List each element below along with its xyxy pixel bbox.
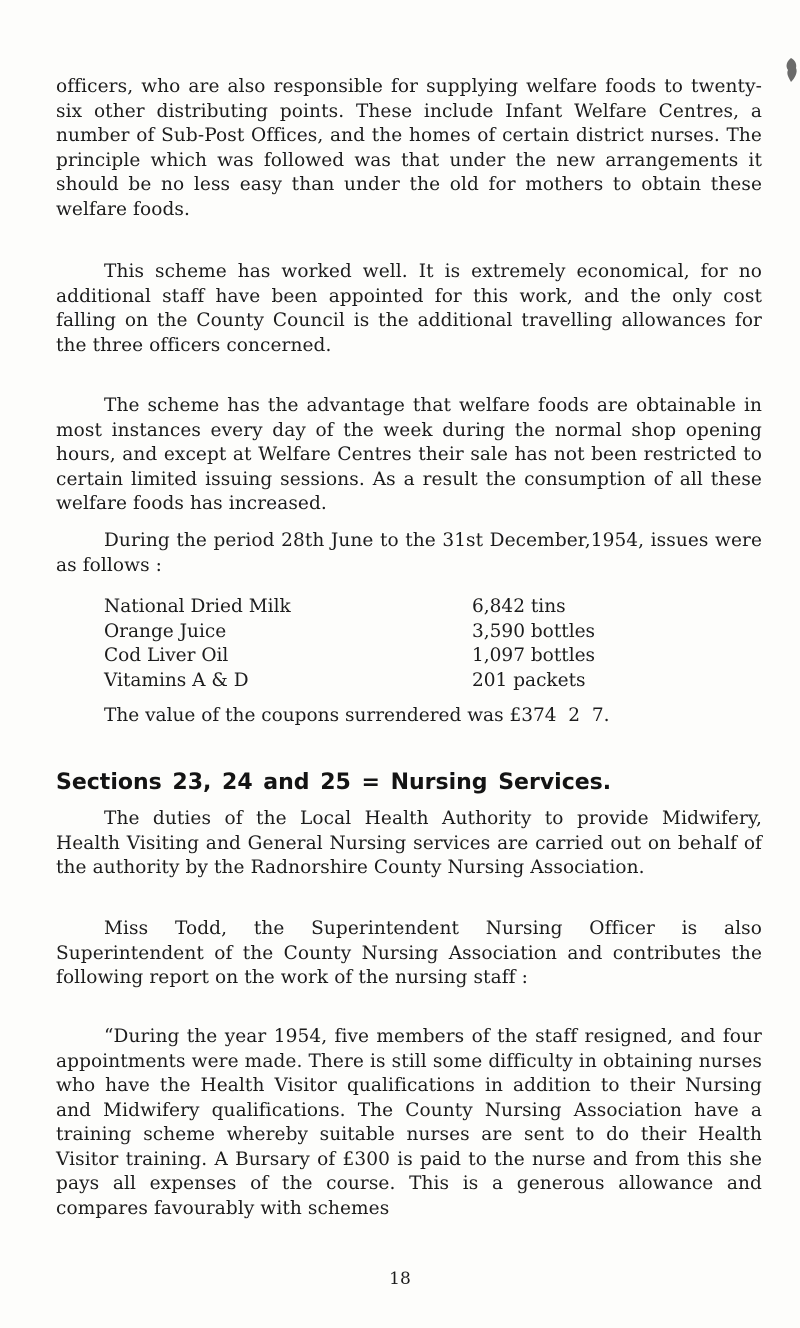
list-item: [104, 644, 716, 669]
paragraph-issues-intro: [56, 529, 762, 578]
list-item: [104, 669, 716, 694]
paragraph-text: The duties of the Local Health Authority to provide Midwifery, Health Visiting and General Nursing services are carried out on behalf of the authority by the Radnorshire County Nursing Association.: [56, 808, 762, 878]
paragraph-text: Miss Todd, the Superintendent Nursing Officer is also Superintendent of the County Nursing Association and contributes the following report on the work of the nursing staff :: [56, 918, 762, 988]
issue-item-quantity: 3,590 bottles: [472, 620, 596, 642]
ink-blot-mark: [783, 56, 799, 84]
page-number: 18: [389, 1269, 411, 1289]
paragraph-text: “During the year 1954, five members of the staff resigned, and four appointments were made. There is still some difficulty in obtaining nurses who have the Health Visitor qualifications in addition to their Nursing and Midwifery qualifications. The County Nursing Association have a training scheme whereby suitable nurses are sent to do their Health Visitor training. A Bursary of £300 is paid to the nurse and from this she pays all expenses of the course. This is a generous allowance and compares favourably with schemes: [56, 1026, 762, 1219]
paragraph-nursing-report-quote: [56, 1025, 762, 1221]
issue-item-name: Vitamins A & D: [104, 669, 249, 691]
paragraph-text: officers, who are also responsible for supplying welfare foods to twenty-six other distributing points. These include Infant Welfare Centres, a number of Sub-Post Offices, and the homes of certain district nurses. The principle which was followed was that under the new arrangements it should be no less easy than under the old for mothers to obtain these welfare foods.: [56, 76, 762, 220]
coupons-value-line: The value of the coupons surrendered was £374 2 7.: [104, 705, 610, 726]
issue-item-name: Orange Juice: [104, 620, 227, 642]
issue-item-quantity: 201 packets: [472, 669, 586, 691]
paragraph-scheme-advantage: [56, 394, 762, 517]
paragraph-superintendent: [56, 917, 762, 991]
paragraph-text: This scheme has worked well. It is extremely economical, for no additional staff have been appointed for this work, and the only cost falling on the County Council is the additional travelling allowances for the three officers concerned.: [56, 261, 762, 356]
list-item: [104, 595, 716, 620]
paragraph-scheme-economy: [56, 260, 762, 358]
list-item: [104, 620, 716, 645]
issue-item-name: Cod Liver Oil: [104, 645, 229, 666]
paragraph-nursing-duties: [56, 807, 762, 881]
paragraph-text: During the period 28th June to the 31st December,1954, issues were as follows :: [56, 530, 762, 576]
paragraph-welfare-foods-distribution: [56, 75, 762, 222]
issue-item-quantity: 6,842 tins: [472, 596, 566, 617]
section-heading: Sections 23, 24 and 25 = Nursing Services.: [56, 770, 612, 795]
paragraph-text: The scheme has the advantage that welfare foods are obtainable in most instances every day of the week during the normal shop opening hours, and except at Welfare Centres their sale has not been restricted to certain limited issuing sessions. As a result the consumption of all these welfare foods has increased.: [56, 395, 762, 514]
issue-item-name: National Dried Milk: [104, 596, 291, 617]
issues-list: [104, 595, 716, 693]
issue-item-quantity: 1,097 bottles: [472, 645, 596, 666]
